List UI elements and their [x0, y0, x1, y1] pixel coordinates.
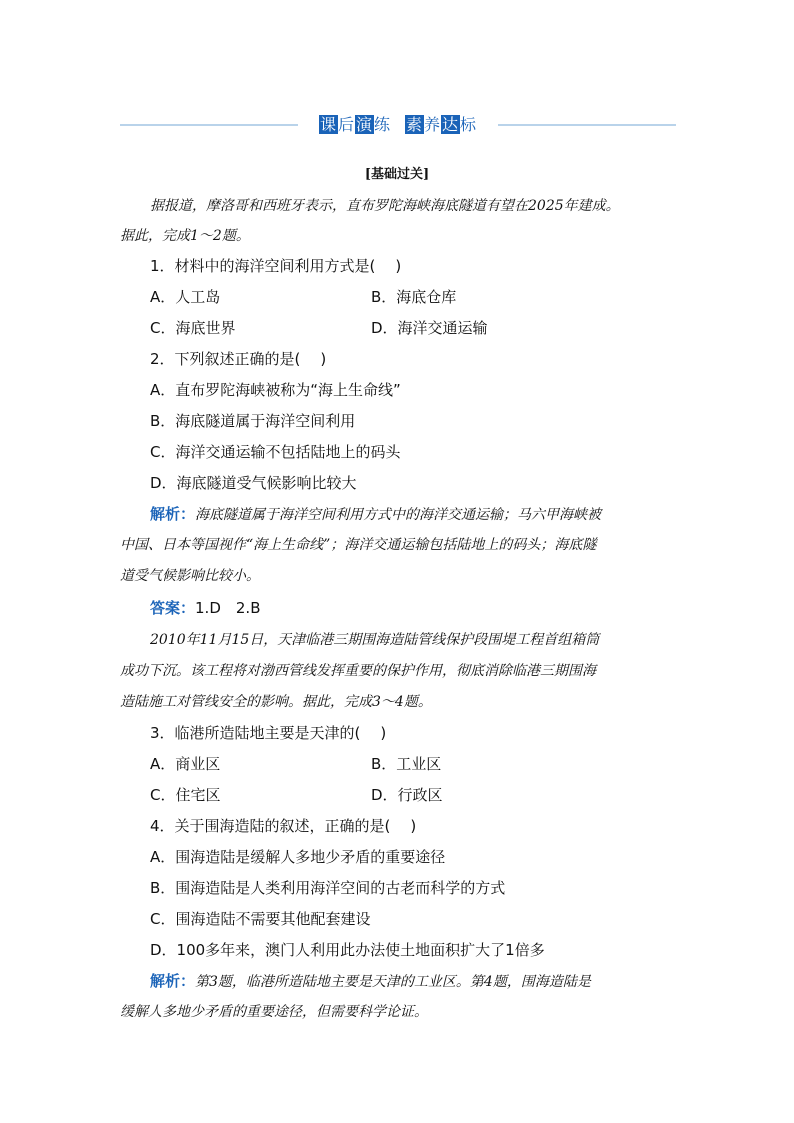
question-1-stem: [150, 256, 401, 276]
question-1-stem-end: ): [395, 257, 402, 275]
passage-1-line-1: 据报道，摩洛哥和西班牙表示，直布罗陀海峡海底隧道有望在2025年建成。: [150, 198, 620, 214]
header-char: 养: [424, 115, 442, 134]
question-4-option-d: D．100多年来，澳门人利用此办法使土地面积扩大了1倍多: [150, 941, 545, 959]
question-3-option-b: B．工业区: [371, 755, 442, 773]
header-char: 后: [337, 115, 355, 134]
analysis-label: 解析：: [150, 505, 196, 523]
analysis-2-text: 第3题，临港所造陆地主要是天津的工业区。第4题，围海造陆是: [195, 974, 591, 990]
question-3-option-d: D．行政区: [371, 786, 443, 804]
question-2-option-a: A．直布罗陀海峡被称为“海上生命线”: [150, 381, 401, 399]
question-4-option-a: A．围海造陆是缓解人多地少矛盾的重要途径: [150, 848, 446, 866]
answer-1: [150, 598, 260, 618]
header-char: 素: [406, 115, 424, 134]
question-3-stem-text: 3．临港所造陆地主要是天津的(: [150, 724, 361, 742]
section-header: [120, 112, 676, 138]
question-4-option-b: B．围海造陆是人类利用海洋空间的古老而科学的方式: [150, 879, 506, 897]
header-title: [120, 112, 676, 138]
question-4-stem: [150, 816, 416, 836]
analysis-1-line-1: [150, 504, 601, 525]
question-2-option-b: B．海底隧道属于海洋空间利用: [150, 412, 356, 430]
passage-2-line-1: 2010年11月15日，天津临港三期围海造陆管线保护段围堤工程首组箱筒: [150, 632, 600, 648]
analysis-1-text: 海底隧道属于海洋空间利用方式中的海洋交通运输；马六甲海峡被: [195, 507, 602, 523]
question-3-option-c: C．住宅区: [150, 786, 221, 804]
header-char: 课: [319, 115, 337, 134]
question-1-option-b: B．海底仓库: [371, 288, 457, 306]
section-title: [基础过关]: [364, 167, 430, 182]
question-3-stem-end: ): [380, 724, 387, 742]
question-2-option-d: D．海底隧道受气候影响比较大: [150, 474, 357, 492]
question-2-option-c: C．海洋交通运输不包括陆地上的码头: [150, 443, 401, 461]
analysis-1-line-3: 道受气候影响比较小。: [120, 568, 260, 584]
header-char: 达: [442, 115, 460, 134]
answer-value: 1.D 2.B: [195, 599, 261, 617]
passage-1-line-2: 据此，完成1～2题。: [120, 228, 250, 244]
question-4-stem-end: ): [410, 817, 417, 835]
header-char: 演: [355, 115, 373, 134]
passage-2-line-3: 造陆施工对管线安全的影响。据此，完成3～4题。: [120, 694, 432, 710]
question-3-option-a: A．商业区: [150, 755, 221, 773]
question-1-stem-text: 1．材料中的海洋空间利用方式是(: [150, 257, 376, 275]
analysis-1-line-2: 中国、日本等国视作“海上生命线”；海洋交通运输包括陆地上的码头；海底隧: [120, 537, 597, 553]
analysis-2-line-1: [150, 971, 591, 992]
question-1-option-c: C．海底世界: [150, 319, 236, 337]
passage-2-line-2: 成功下沉。该工程将对渤西管线发挥重要的保护作用，彻底消除临港三期围海: [120, 663, 596, 679]
header-char: 练: [373, 115, 391, 134]
question-4-option-c: C．围海造陆不需要其他配套建设: [150, 910, 371, 928]
question-3-stem: [150, 723, 386, 743]
question-2-stem-text: 2．下列叙述正确的是(: [150, 350, 301, 368]
question-2-stem: [150, 349, 326, 369]
question-2-stem-end: ): [320, 350, 327, 368]
question-1-option-a: A．人工岛: [150, 288, 221, 306]
question-4-stem-text: 4．关于围海造陆的叙述，正确的是(: [150, 817, 391, 835]
analysis-2-line-2: 缓解人多地少矛盾的重要途径，但需要科学论证。: [120, 1004, 428, 1020]
answer-label: 答案：: [150, 599, 196, 617]
question-1-option-d: D．海洋交通运输: [371, 319, 488, 337]
analysis-label: 解析：: [150, 972, 196, 990]
header-char: 标: [460, 115, 478, 134]
